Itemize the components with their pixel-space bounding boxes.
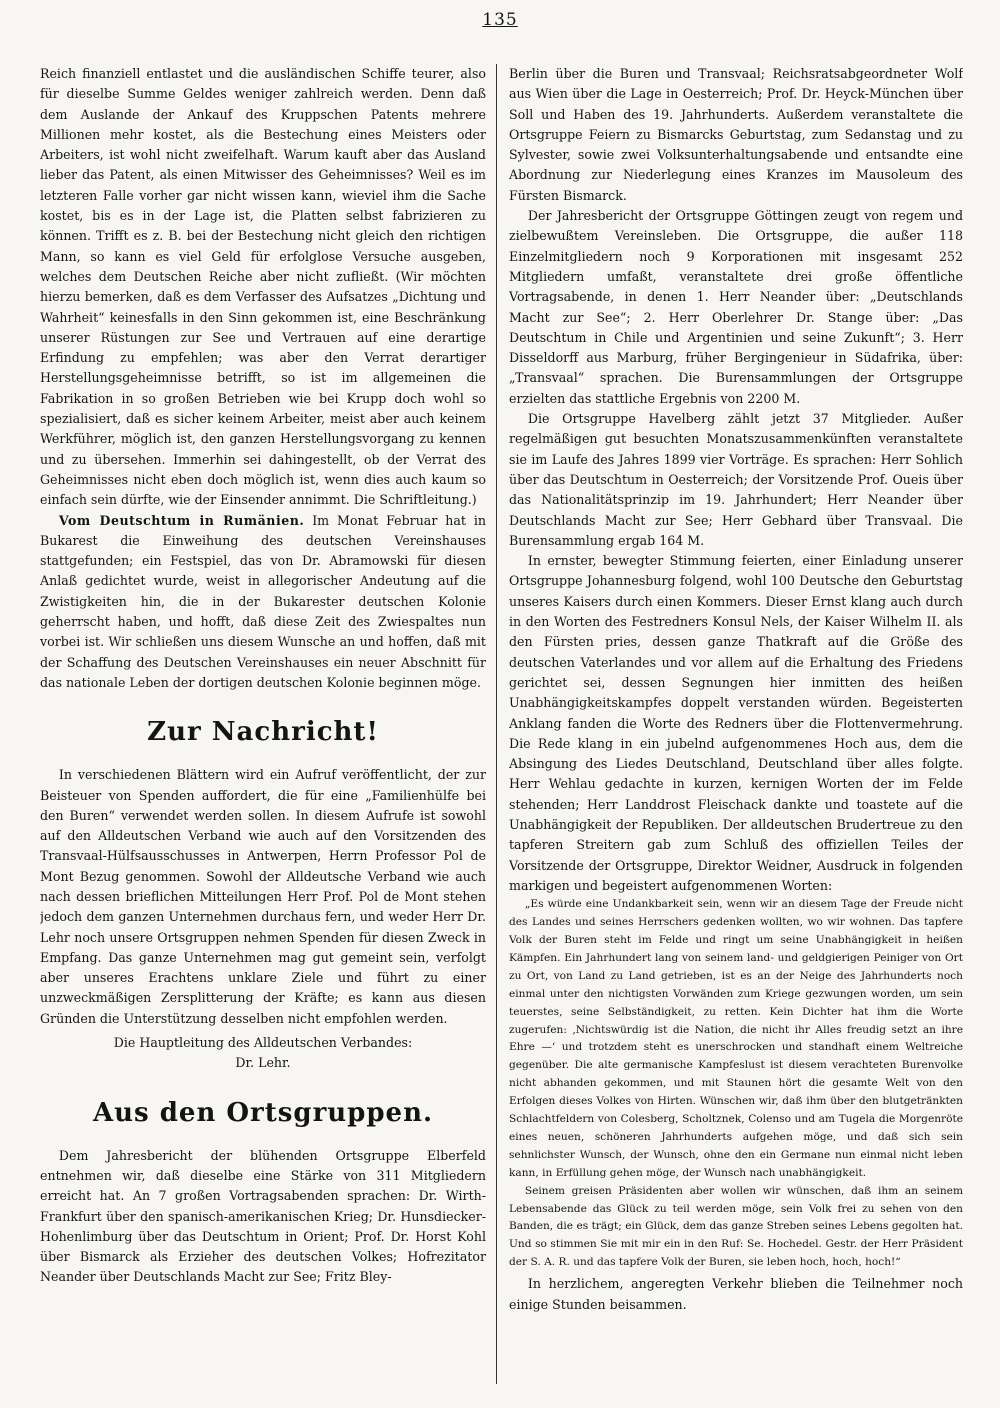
- paragraph-aufruf: In verschiedenen Blättern wird ein Aufruf veröffentlicht, der zur Beisteuer von Spenden auffordert, die für eine „Familienhülfe bei den Buren“ verwendet werden sollen. In diesem Aufrufe ist sowohl auf den Alldeutschen Verband wie auch auf den Vorsitzenden des Transvaal-Hülfsausschusses in Antwerpen, Herrn Professor Pol de Mont Bezug genommen. Sowohl der Alldeutsche Verband wie auch nach dessen brieflichen Mitteilungen Herr Prof. Pol de Mont stehen jedoch dem ganzen Unternehmen durchaus fern, und weder Herr Dr. Lehr noch unsere Ortsgruppen nehmen Spenden für diesen Zweck in Empfang. Das ganze Unternehmen mag gut gemeint sein, verfolgt aber unseres Erachtens unklare Ziele und führt zu einer unzweckmäßigen Zersplitterung der Kräfte; es kann aus diesen Gründen die Unterstützung desselben nicht empfohlen werden.: [40, 767, 486, 1026]
- paragraph-elberfeld: Dem Jahresbericht der blühenden Ortsgruppe Elberfeld entnehmen wir, daß dieselbe eine Stärke von 311 Mitgliedern erreicht hat. An 7 großen Vortragsabenden sprachen: Dr. Wirth-Frankfurt über den spanisch-amerikanischen Krieg; Dr. Hunsdiecker-Hohenlimburg über das Deutschtum in Orient; Prof. Dr. Horst Kohl über Bismarck als Erzieher des deutschen Volkes; Hofrezitator Neander über Deutschlands Macht zur See; Fritz Bley-: [40, 1147, 486, 1285]
- paragraph-rumaenien: [40, 511, 486, 694]
- right-column: [509, 64, 963, 1384]
- paragraph-rumaenien-text: Im Monat Februar hat in Bukarest die Einweihung des deutschen Vereinshauses stattgefunden; ein Festspiel, das von Dr. Abramowski für diesen Anlaß gedichtet wurde, weist in allegorischer Andeutung auf die Zwistigkeiten hin, die in der Bukarester deutschen Kolonie geherrscht haben, und hofft, daß diese Zeit des Zwiespaltes nun vorbei ist. Wir schließen uns diesem Wunsche an und hoffen, daß mit der Schaffung des Deutschen Vereinshauses ein neuer Abschnitt für das nationale Leben der dortigen deutschen Kolonie beginnen möge.: [40, 512, 486, 690]
- left-column: [40, 64, 486, 1384]
- signature-block: [40, 1033, 486, 1074]
- paragraph-krupp-patent: Reich finanziell entlastet und die ausländischen Schiffe teurer, also für dieselbe Summe Geldes weniger zahlreich werden. Denn daß dem Auslande der Ankauf des Kruppschen Patents mehrere Millionen mehr kostet, als die Bestechung eines Meisters oder Arbeiters, ist wohl nicht zweifelhaft. Warum kauft aber das Ausland lieber das Patent, als einen Mitwisser des Geheimnisses? Weil es im letzteren Falle vorher gar nicht wissen kann, wieviel ihm die Sache kostet, bis es in der Lage ist, die Platten selbst fabrizieren zu können. Trifft es z. B. bei der Bestechung nicht gleich den richtigen Mann, so kann es viel Geld für erfolglose Versuche ausgeben, welches dem Deutschen Reiche aber nicht zufließt. (Wir möchten hierzu bemerken, daß es dem Verfasser des Aufsatzes „Dichtung und Wahrheit“ keinesfalls in den Sinn gekommen ist, eine Beschränkung unserer Rüstungen zur See und Vertrauen auf eine derartige Erfindung zu empfehlen; was aber den Verrat derartiger Herstellungsgeheimnisse betrifft, so ist im allgemeinen die Fabrikation in so großen Betrieben wie bei Krupp doch wohl so spezialisiert, daß es sicher keinem Arbeiter, meist aber auch keinem Werkführer, möglich ist, den ganzen Herstellungsvorgang zu kennen und zu übersehen. Immerhin sei dahingestellt, ob der Verrat des Geheimnisses nicht eben doch möglich ist, wenn dies auch kaum so einfach sein dürfte, wie der Einsender annimmt. Die Schriftleitung.): [40, 66, 486, 508]
- speech-quote-part-1: „Es würde eine Undankbarkeit sein, wenn wir an diesem Tage der Freude nicht des Landes und seines Herrschers gedenken wollten, wo wir wohnen. Das tapfere Volk der Buren steht im Felde und ringt um seine Unabhängigkeit in heißen Kämpfen. Ein Jahrhundert lang von seinem land- und geldgierigen Peiniger von Ort zu Ort, von Land zu Land getrieben, ist es an der Neige des Jahrhunderts noch einmal unter den nichtigsten Vorwänden zum Kriege gezwungen worden, um sein teuerstes, seine Selbständigkeit, zu retten. Kein Dichter hat ihm die Worte zugerufen: ‚Nichtswürdig ist die Nation, die nicht ihr Alles freudig setzt an ihre Ehre —‘ und trotzdem steht es unerschrocken und standhaft einem Weltreiche gegenüber. Die alte germanische Kampfeslust ist diesem verachteten Burenvolke nicht abhanden gekommen, und mit Staunen hört die gesamte Welt von den Erfolgen dieses Volkes von Hirten. Wünschen wir, daß ihm über den blutgetränkten Schlachtfeldern von Colesberg, Scholtznek, Colenso und am Tugela die Morgenröte eines neuen, schöneren Jahrhunderts aufgehen möge, und daß sich sein sehnlichster Wunsch, der Wunsch, ohne den ein Germane nun einmal nicht leben kann, in Erfüllung gehen möge, der Wunsch nach unabhängigkeit.: [509, 898, 963, 1179]
- speech-quote-part-2: Seinem greisen Präsidenten aber wollen wir wünschen, daß ihm an seinem Lebensabende das Glück zu teil werden möge, sein Volk frei zu sehen von den Banden, die es trägt; ein Glück, dem das ganze Streben seines Lebens gegolten hat. Und so stimmen Sie mit mir ein in den Ruf: Se. Hochedel. Gestr. der Herr Präsident der S. A. R. und das tapfere Volk der Buren, sie leben hoch, hoch, hoch!“: [509, 1184, 963, 1269]
- inline-heading-rumaenien: Vom Deutschtum in Rumänien.: [58, 512, 305, 528]
- paragraph-goettingen: Der Jahresbericht der Ortsgruppe Göttingen zeugt von regem und zielbewußtem Vereinsleben. Die Ortsgruppe, die außer 118 Einzelmitgliedern noch 9 Korporationen mit insgesamt 252 Mitgliedern umfaßt, veranstaltete drei große öffentliche Vortragsabende, in denen 1. Herr Neander über: „Deutschlands Macht zur See“; 2. Herr Oberlehrer Dr. Stange über: „Das Deutschtum in Chile und Argentinien und seine Zukunft“; 3. Herr Disseldorff aus Marburg, früher Bergingenieur in Südafrika, über: „Transvaal“ sprachen. Die Burensammlungen der Ortsgruppe erzielten das stattliche Ergebnis von 2200 M.: [509, 208, 963, 406]
- paragraph-closing: In herzlichem, angeregten Verkehr blieben die Teilnehmer noch einige Stunden beisammen.: [509, 1276, 963, 1312]
- signature-line-2: Dr. Lehr.: [235, 1055, 291, 1071]
- paragraph-havelberg: Die Ortsgruppe Havelberg zählt jetzt 37 Mitglieder. Außer regelmäßigen gut besuchten Monatszusammenkünften veranstaltete sie im Laufe des Jahres 1899 vier Vorträge. Es sprachen: Herr Sohlich über das Deutschtum in Oesterreich; der Vorsitzende Prof. Oueis über das Nationalitätsprinzip im 19. Jahrhundert; Herr Neander über Deutschlands Macht zur See; Herr Gebhard über Transvaal. Die Burensammlung ergab 164 M.: [509, 411, 963, 548]
- signature-line-1: Die Hauptleitung des Alldeutschen Verbandes:: [113, 1035, 413, 1051]
- paragraph-johannesburg: In ernster, bewegter Stimmung feierten, einer Einladung unserer Ortsgruppe Johannesburg folgend, wohl 100 Deutsche den Geburtstag unseres Kaisers durch einen Kommers. Dieser Ernst klang auch durch in den Worten des Festredners Konsul Nels, der Kaiser Wilhelm II. als den Fürsten pries, dessen ganze Thatkraft auf die Größe des deutschen Vaterlandes und vor allem auf die Erhaltung des Friedens gerichtet sei, dessen Segnungen hier inmitten des heißen Unabhängigkeitskampfes doppelt verstanden würden. Begeisterten Anklang fanden die Worte des Redners über die Flottenvermehrung. Die Rede klang in ein jubelnd aufgenommenes Hoch aus, dem die Absingung des Liedes Deutschland, Deutschland über alles folgte. Herr Wehlau gedachte in kurzen, kernigen Worten der im Felde stehenden; Herr Landdrost Fleischack dankte und toastete auf die Unabhängigkeit der Republiken. Der alldeutschen Brudertreue zu den tapferen Streitern gab zum Schluß des offiziellen Teiles der Vorsitzende der Ortsgruppe, Direktor Weidner, Ausdruck in folgenden markigen und begeistert aufgenommenen Worten:: [509, 553, 963, 893]
- speech-quote: [509, 896, 963, 1272]
- section-title-ortsgruppen: Aus den Ortsgruppen.: [92, 1097, 434, 1128]
- paragraph-elberfeld-cont: Berlin über die Buren und Transvaal; Reichsratsabgeordneter Wolf aus Wien über die Lage in Oesterreich; Prof. Dr. Heyck-München über Soll und Haben des 19. Jahrhunderts. Außerdem veranstaltete die Ortsgruppe Feiern zu Bismarcks Geburtstag, zum Sedanstag und zu Sylvester, sowie zwei Volksunterhaltungsabende und entsandte eine Abordnung zur Niederlegung eines Kranzes im Mausoleum des Fürsten Bismarck.: [509, 66, 963, 203]
- page-number: 135: [482, 10, 518, 30]
- column-divider: [496, 64, 497, 1384]
- section-title-zur-nachricht: Zur Nachricht!: [147, 717, 379, 748]
